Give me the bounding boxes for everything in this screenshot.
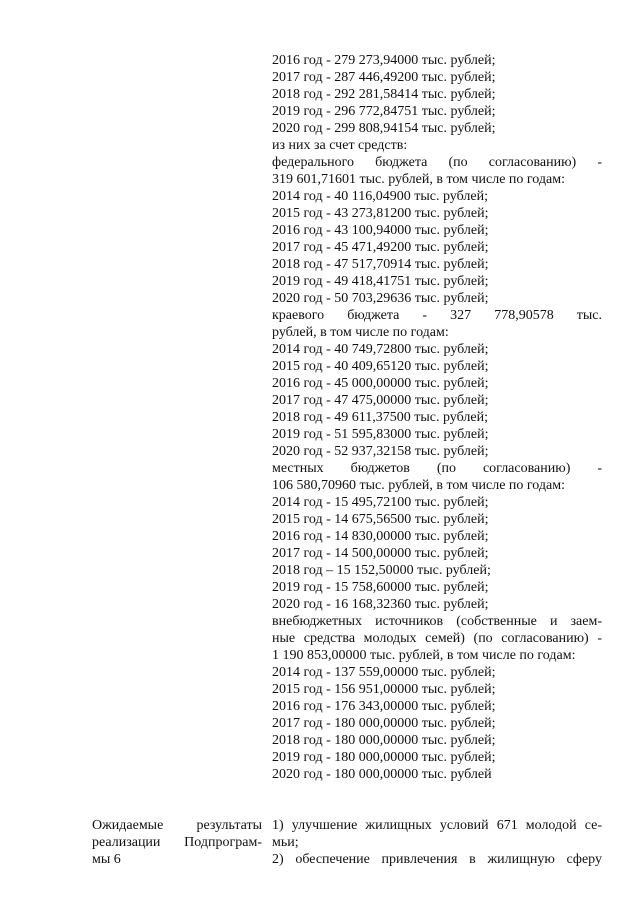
- federal-2015-line: 2015 год - 43 273,81200 тыс. рублей;: [272, 206, 489, 221]
- federal-2017-line: 2017 год - 45 471,49200 тыс. рублей;: [272, 240, 489, 255]
- regional-2020-line: 2020 год - 52 937,32158 тыс. рублей;: [272, 444, 489, 459]
- extrabudgetary-heading-line2: ные средства молодых семей) (по согласованию) -: [272, 631, 602, 646]
- federal-heading-line1: федерального бюджета (по согласованию) -: [272, 155, 602, 170]
- total-2019-line: 2019 год - 296 772,84751 тыс. рублей;: [272, 104, 496, 119]
- extrabudgetary-2019-line: 2019 год - 180 000,00000 тыс. рублей;: [272, 750, 496, 765]
- extrabudgetary-2015-line: 2015 год - 156 951,00000 тыс. рублей;: [272, 682, 496, 697]
- results-label-line1: Ожидаемые результаты: [92, 818, 262, 833]
- total-2017-line: 2017 год - 287 446,49200 тыс. рублей;: [272, 70, 496, 85]
- federal-2020-line: 2020 год - 50 703,29636 тыс. рублей;: [272, 291, 489, 306]
- total-2020-line: 2020 год - 299 808,94154 тыс. рублей;: [272, 121, 496, 136]
- local-2017-line: 2017 год - 14 500,00000 тыс. рублей;: [272, 546, 489, 561]
- extrabudgetary-heading-line1: внебюджетных источников (собственные и заем-: [272, 614, 602, 629]
- local-2014-line: 2014 год - 15 495,72100 тыс. рублей;: [272, 495, 489, 510]
- extrabudgetary-heading-line3: 1 190 853,00000 тыс. рублей, в том числе по годам:: [272, 648, 576, 663]
- local-2019-line: 2019 год - 15 758,60000 тыс. рублей;: [272, 580, 489, 595]
- results-label-line2: реализации Подпрограм-: [92, 835, 262, 850]
- sources-intro: из них за счет средств:: [272, 138, 408, 153]
- regional-2017-line: 2017 год - 47 475,00000 тыс. рублей;: [272, 393, 489, 408]
- local-heading-line2: 106 580,70960 тыс. рублей, в том числе по годам:: [272, 478, 565, 493]
- extrabudgetary-2014-line: 2014 год - 137 559,00000 тыс. рублей;: [272, 665, 496, 680]
- regional-2018-line: 2018 год - 49 611,37500 тыс. рублей;: [272, 410, 488, 425]
- local-2016-line: 2016 год - 14 830,00000 тыс. рублей;: [272, 529, 489, 544]
- results-label-line3: мы 6: [92, 852, 121, 867]
- extrabudgetary-2018-line: 2018 год - 180 000,00000 тыс. рублей;: [272, 733, 496, 748]
- extrabudgetary-2016-line: 2016 год - 176 343,00000 тыс. рублей;: [272, 699, 496, 714]
- federal-2019-line: 2019 год - 49 418,41751 тыс. рублей;: [272, 274, 489, 289]
- federal-heading-line2: 319 601,71601 тыс. рублей, в том числе по годам:: [272, 172, 565, 187]
- total-2018-line: 2018 год - 292 281,58414 тыс. рублей;: [272, 87, 496, 102]
- regional-heading-line2: рублей, в том числе по годам:: [272, 325, 449, 340]
- extrabudgetary-2017-line: 2017 год - 180 000,00000 тыс. рублей;: [272, 716, 496, 731]
- total-2016-line: 2016 год - 279 273,94000 тыс. рублей;: [272, 53, 496, 68]
- expected-results-text: [272, 817, 602, 868]
- result-item1-line1: 1) улучшение жилищных условий 671 молодой се-: [272, 818, 602, 833]
- result-item2-line1: 2) обеспечение привлечения в жилищную сферу: [272, 852, 602, 867]
- result-item1-line2: мьи;: [272, 835, 299, 850]
- regional-2019-line: 2019 год - 51 595,83000 тыс. рублей;: [272, 427, 489, 442]
- regional-2015-line: 2015 год - 40 409,65120 тыс. рублей;: [272, 359, 489, 374]
- regional-2016-line: 2016 год - 45 000,00000 тыс. рублей;: [272, 376, 489, 391]
- federal-2016-line: 2016 год - 43 100,94000 тыс. рублей;: [272, 223, 489, 238]
- federal-2014-line: 2014 год - 40 116,04900 тыс. рублей;: [272, 189, 488, 204]
- local-2018-line: 2018 год – 15 152,50000 тыс. рублей;: [272, 563, 491, 578]
- funding-column: [272, 52, 602, 783]
- local-2020-line: 2020 год - 16 168,32360 тыс. рублей;: [272, 597, 489, 612]
- local-heading-line1: местных бюджетов (по согласованию) -: [272, 461, 602, 476]
- federal-2018-line: 2018 год - 47 517,70914 тыс. рублей;: [272, 257, 489, 272]
- extrabudgetary-2020-line: 2020 год - 180 000,00000 тыс. рублей: [272, 767, 492, 782]
- local-2015-line: 2015 год - 14 675,56500 тыс. рублей;: [272, 512, 489, 527]
- expected-results-label: [92, 817, 262, 868]
- regional-2014-line: 2014 год - 40 749,72800 тыс. рублей;: [272, 342, 489, 357]
- regional-heading-line1: краевого бюджета - 327 778,90578 тыс.: [272, 308, 602, 323]
